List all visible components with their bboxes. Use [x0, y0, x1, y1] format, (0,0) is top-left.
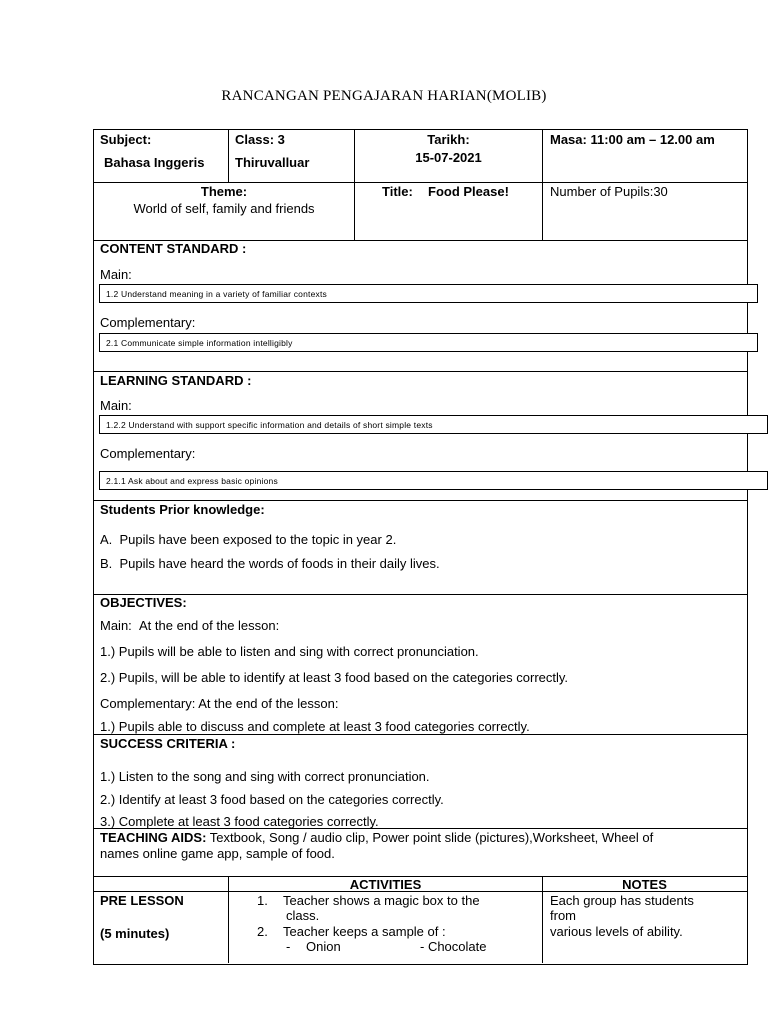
learning-comp-label: Complementary: [100, 446, 196, 461]
title-value: Food Please! [428, 184, 509, 199]
success-item-2: 2.) Identify at least 3 food based on the categories correctly. [100, 792, 444, 807]
title-label: Title: [382, 184, 413, 199]
sample-chocolate: - Chocolate [420, 939, 487, 954]
prior-item-a: A. Pupils have been exposed to the topic in year 2. [100, 532, 397, 547]
stage-duration: (5 minutes) [100, 926, 170, 941]
stage-pre-lesson: PRE LESSON [100, 893, 184, 908]
rule-header-row [93, 182, 747, 183]
class-label: Class: 3 [235, 132, 285, 147]
step-1-number: 1. [257, 893, 268, 908]
class-value: Thiruvalluar [235, 155, 310, 170]
col-rule-subject [228, 129, 229, 182]
number-of-pupils: Number of Pupils:30 [550, 184, 668, 199]
content-main-box: 1.2 Understand meaning in a variety of familiar contexts [99, 284, 758, 303]
learning-main-label: Main: [100, 398, 132, 413]
notes-column-header: NOTES [622, 877, 667, 892]
sample-onion: Onion [306, 939, 341, 954]
teaching-aids-line-2: names online game app, sample of food. [100, 846, 335, 861]
step-2-number: 2. [257, 924, 268, 939]
activities-column-header: ACTIVITIES [349, 877, 422, 892]
masa-time: Masa: 11:00 am – 12.00 am [550, 132, 715, 147]
learning-standard-heading: LEARNING STANDARD : [100, 373, 252, 388]
teaching-aids-text-1: Textbook, Song / audio clip, Power point slide (pictures),Worksheet, Wheel of [206, 830, 654, 845]
teaching-aids-line-1 [100, 830, 653, 845]
content-comp-label: Complementary: [100, 315, 196, 330]
col-rule-tarikh [542, 129, 543, 240]
notes-line-1: Each group has students [550, 893, 694, 908]
sample-dash: - [286, 939, 291, 954]
objectives-main-intro: Main: At the end of the lesson: [100, 618, 280, 633]
prior-knowledge-heading: Students Prior knowledge: [100, 502, 265, 517]
rule-objectives [93, 734, 747, 735]
subject-label: Subject: [100, 132, 152, 147]
objectives-heading: OBJECTIVES: [100, 595, 187, 610]
subject-value: Bahasa Inggeris [104, 155, 205, 170]
rule-learning-standard [93, 500, 747, 501]
tarikh-label: Tarikh: [427, 132, 470, 147]
rule-prior-knowledge [93, 594, 747, 595]
content-main-label: Main: [100, 267, 132, 282]
theme-value: World of self, family and friends [133, 201, 315, 216]
teaching-aids-label: TEACHING AIDS: [100, 830, 207, 845]
step-1-line-1: Teacher shows a magic box to the [283, 893, 480, 908]
objective-item-1: 1.) Pupils will be able to listen and sing with correct pronunciation. [100, 644, 479, 659]
content-standard-heading: CONTENT STANDARD : [100, 241, 247, 256]
success-item-1: 1.) Listen to the song and sing with correct pronunciation. [100, 769, 430, 784]
objective-item-2: 2.) Pupils, will be able to identify at least 3 food based on the categories correctly. [100, 670, 569, 685]
objectives-comp-intro: Complementary: At the end of the lesson: [100, 696, 339, 711]
notes-line-3: various levels of ability. [550, 924, 683, 939]
success-item-3: 3.) Complete at least 3 food categories correctly. [100, 814, 379, 829]
objective-comp-item-1: 1.) Pupils able to discuss and complete at least 3 food categories correctly. [100, 719, 530, 734]
content-comp-box: 2.1 Communicate simple information intelligibly [99, 333, 758, 352]
tarikh-value: 15-07-2021 [415, 150, 482, 165]
learning-main-box: 1.2.2 Understand with support specific information and details of short simple texts [99, 415, 768, 434]
rule-content-standard [93, 371, 747, 372]
document-title: RANCANGAN PENGAJARAN HARIAN(MOLIB) [221, 88, 547, 104]
notes-line-2: from [550, 908, 576, 923]
success-criteria-heading: SUCCESS CRITERIA : [100, 736, 236, 751]
theme-label: Theme: [200, 184, 248, 199]
step-1-line-2: class. [286, 908, 320, 923]
learning-comp-box: 2.1.1 Ask about and express basic opinions [99, 471, 768, 490]
prior-item-b: B. Pupils have heard the words of foods in their daily lives. [100, 556, 440, 571]
step-2-line-1: Teacher keeps a sample of : [283, 924, 446, 939]
